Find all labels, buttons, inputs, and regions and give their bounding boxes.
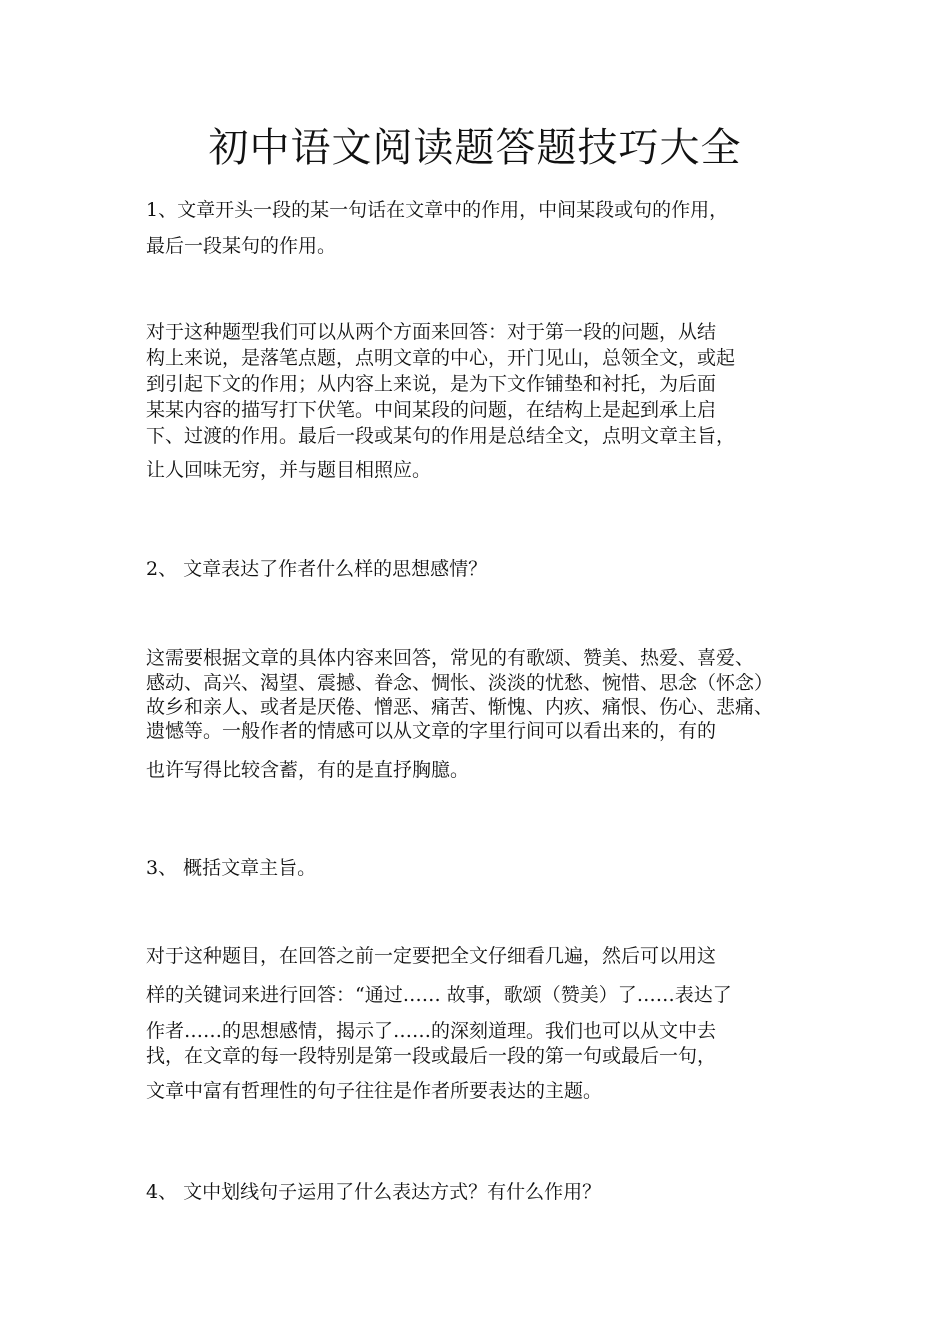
answer-3-line-3: 作者……的思想感情，揭示了……的深刻道理。我们也可以从文中去 [146,1020,717,1042]
answer-1-line-1: 对于这种题型我们可以从两个方面来回答：对于第一段的问题，从结 [146,321,717,343]
answer-3-line-2: 样的关键词来进行回答：“通过…… 故事，歌颂（赞美）了……表达了 [146,984,732,1006]
answer-1-line-5: 下、过渡的作用。最后一段或某句的作用是总结全文，点明文章主旨， [146,425,736,447]
answer-2-line-3: 故乡和亲人、或者是厌倦、憎恶、痛苦、惭愧、内疚、痛恨、伤心、悲痛、 [146,696,774,718]
answer-3-line-1: 对于这种题目，在回答之前一定要把全文仔细看几遍，然后可以用这 [146,945,717,967]
question-4-line-1: 4、 文中划线句子运用了什么表达方式？有什么作用？ [146,1181,602,1203]
answer-2-line-1: 这需要根据文章的具体内容来回答，常见的有歌颂、赞美、热爱、喜爱、 [146,647,755,669]
answer-1-line-2: 构上来说，是落笔点题，点明文章的中心，开门见山，总领全文，或起 [146,347,736,369]
answer-1-line-3: 到引起下文的作用；从内容上来说，是为下文作铺垫和衬托，为后面 [146,373,717,395]
answer-1-line-4: 某某内容的描写打下伏笔。中间某段的问题，在结构上是起到承上启 [146,399,717,421]
question-1-line-2: 最后一段某句的作用。 [146,235,337,257]
answer-2-line-4: 遗憾等。一般作者的情感可以从文章的字里行间可以看出来的，有的 [146,720,717,742]
document-title: 初中语文阅读题答题技巧大全 [208,125,742,171]
question-3-line-1: 3、 概括文章主旨。 [146,857,317,879]
answer-2-line-5: 也许写得比较含蓄，有的是直抒胸臆。 [146,759,470,781]
answer-1-line-6: 让人回味无穷，并与题目相照应。 [146,459,432,481]
question-2-line-1: 2、 文章表达了作者什么样的思想感情？ [146,558,488,580]
answer-3-line-4: 找，在文章的每一段特别是第一段或最后一段的第一句或最后一句， [146,1045,717,1067]
answer-2-line-2: 感动、高兴、渴望、震撼、眷念、惆怅、淡淡的忧愁、惋惜、思念（怀念） [146,672,774,694]
question-1-line-1: 1、文章开头一段的某一句话在文章中的作用，中间某段或句的作用， [146,199,729,221]
answer-3-line-5: 文章中富有哲理性的句子往往是作者所要表达的主题。 [146,1080,603,1102]
